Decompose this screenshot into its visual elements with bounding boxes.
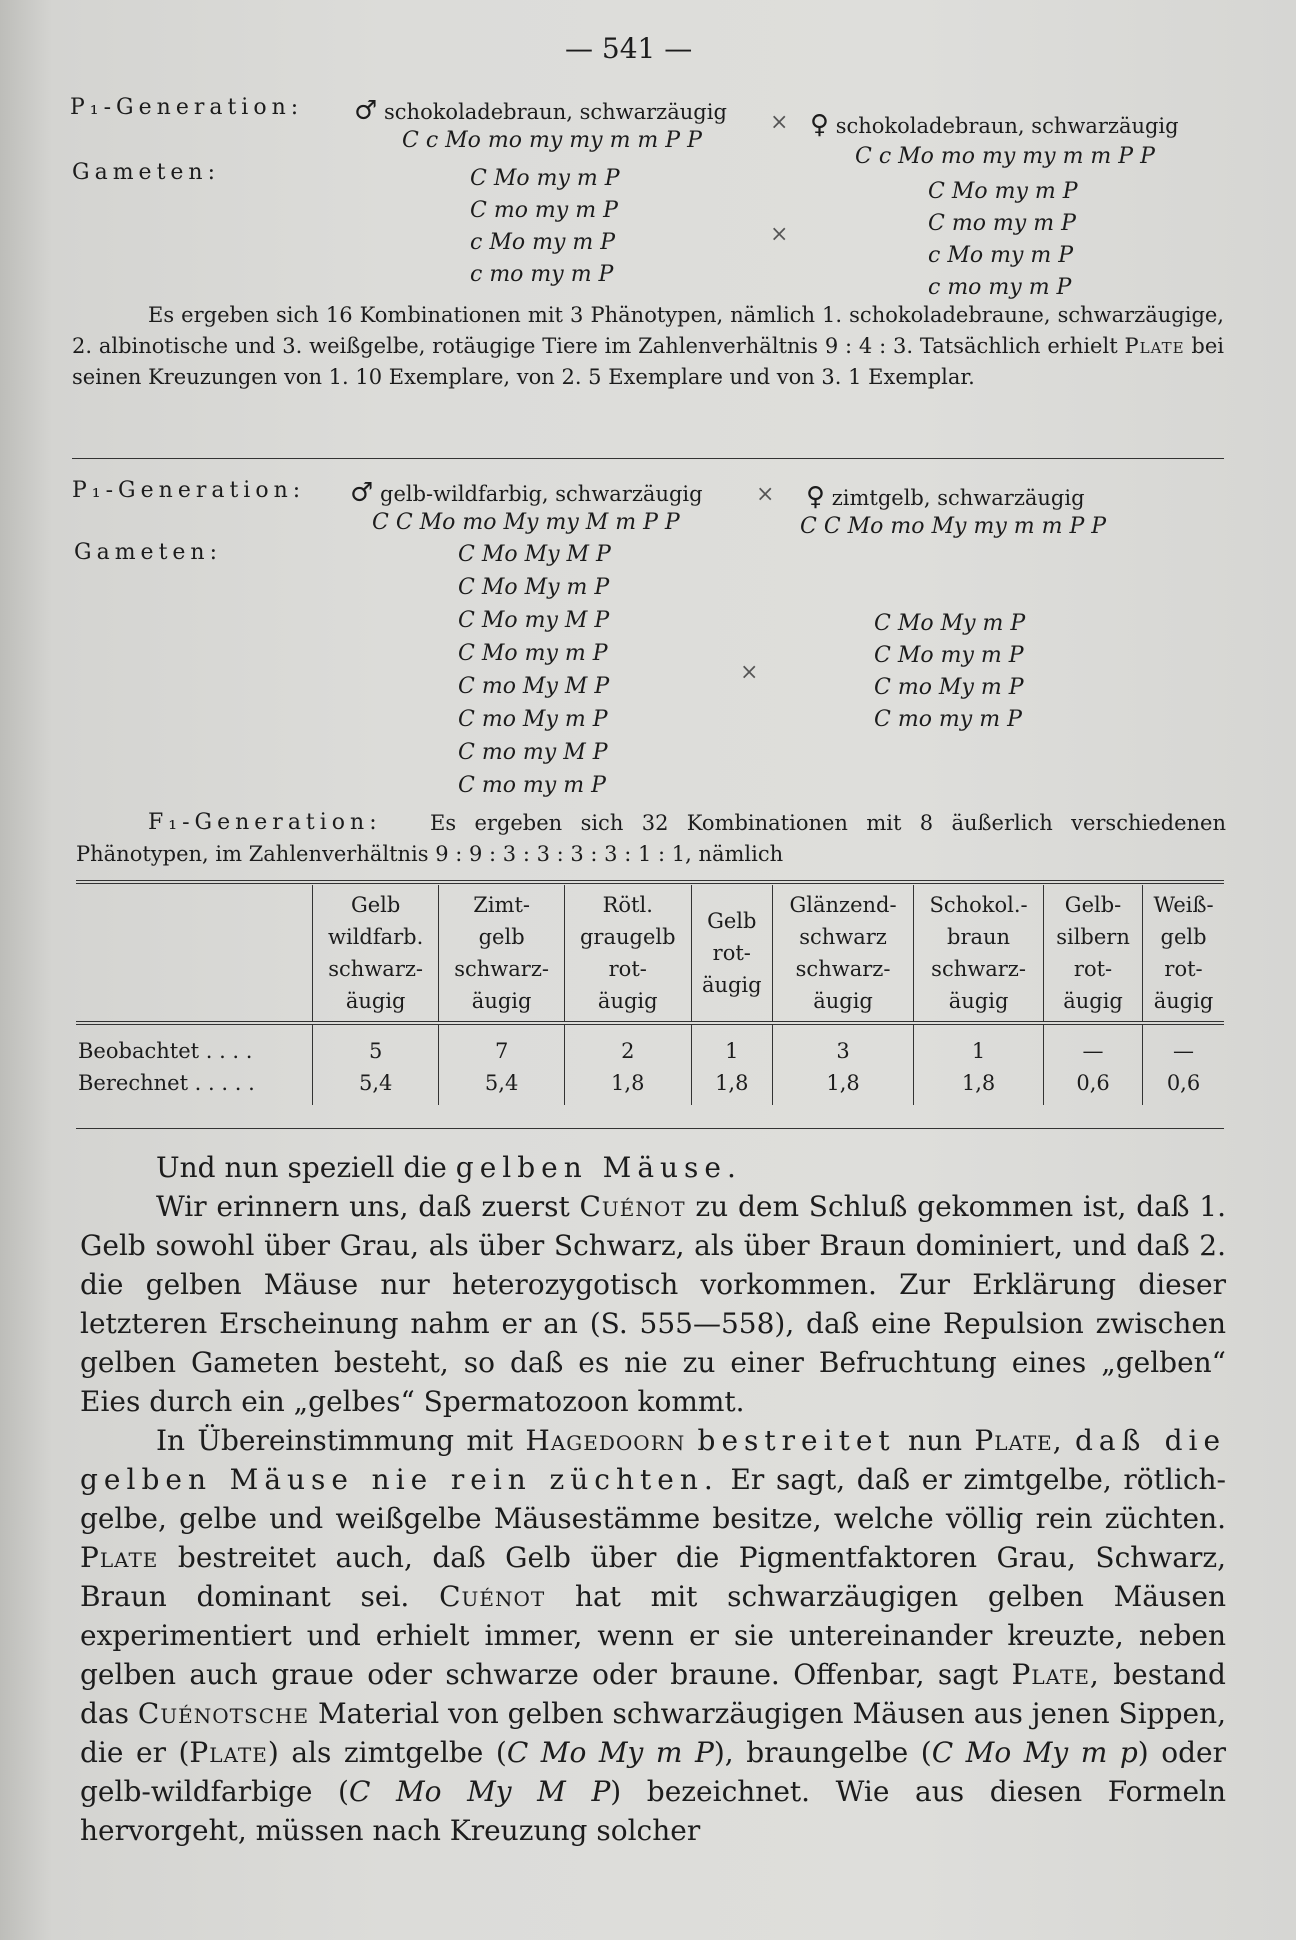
gamete: C Mo My M P: [458, 542, 611, 567]
female-parent: [810, 110, 1179, 140]
table-corner: [76, 885, 313, 1023]
gamete: C mo my m P: [470, 198, 618, 223]
paragraph-text: Es ergeben sich 16 Kombinationen mit 3 Phänotypen, nämlich 1. schokoladebraune, schwarzäugige, 2. albinotische und 3. weißgelbe, rotäugige Tiere im Zahlenverhältnis 9 : 4 : 3. Tatsächlich erhielt: [72, 303, 1224, 358]
female-gametes-list: [874, 608, 1025, 736]
f1-generation-label: F₁-Generation:: [148, 810, 382, 835]
female-description: zimtgelb, schwarzäugig: [831, 486, 1085, 510]
row-label: Berechnet . . . . .: [78, 1071, 255, 1095]
table-cell: —: [1044, 1023, 1143, 1067]
p1-generation-label: P₁-Generation:: [72, 478, 306, 503]
table-cell: 0,6: [1143, 1067, 1224, 1105]
male-genotype: C c Mo mo my my m m P P: [402, 128, 702, 153]
table-header: Gelb- silbern rot- äugig: [1044, 885, 1143, 1023]
table-bottom-rule: [76, 1128, 1224, 1129]
f1-description-line2: Phänotypen, im Zahlenverhältnis 9 : 9 : 3 : 3 : 3 : 3 : 1 : 1, nämlich: [76, 842, 784, 866]
gamete: C Mo My m P: [458, 575, 610, 600]
female-symbol: ♀: [810, 110, 830, 140]
table-cell: 1: [691, 1023, 772, 1067]
page-number: — 541 —: [565, 32, 693, 65]
female-parent: [806, 482, 1085, 512]
male-description: schokoladebraun, schwarzäugig: [384, 100, 727, 124]
table-cell: 3: [772, 1023, 913, 1067]
female-gametes-list: [928, 176, 1078, 304]
male-symbol: ♂: [354, 96, 378, 126]
gamete: C mo my m P: [874, 707, 1022, 732]
paragraph: Und nun speziell die gelben Mäuse.: [156, 1151, 742, 1184]
paragraph-text: bei seinen Kreuzungen von 1. 10 Exemplare, von 2. 5 Exemplare und von 3. 1 Exemplar.: [72, 334, 1224, 389]
table-cell: 1,8: [691, 1067, 772, 1105]
gamete: C mo my m P: [458, 773, 606, 798]
female-genotype: C C Mo mo My my m m P P: [800, 514, 1107, 539]
male-genotype: C C Mo mo My my M m P P: [372, 510, 680, 535]
gamete: C mo My m P: [458, 707, 608, 732]
male-parent: [354, 96, 727, 126]
table-header: Glänzend- schwarz schwarz- äugig: [772, 885, 913, 1023]
table-row-calculated: [76, 1067, 1224, 1105]
gamete: C Mo my m P: [874, 643, 1024, 668]
table-header: Zimt- gelb schwarz- äugig: [439, 885, 565, 1023]
gamete: C Mo my m P: [470, 166, 620, 191]
male-gametes-list: [458, 538, 611, 802]
paragraph: In Übereinstimmung mit Hagedoorn bestreitet nun Plate, daß die gelben Mäuse nie rein züchten. Er sagt, daß er zimtgelbe, rötlich-gelbe, gelbe und weißgelbe Mäusestämme besitze, welche völlig rein züchten. Plate bestreitet auch, daß Gelb über die Pigmentfaktoren Grau, Schwarz, Braun dominant sei. Cuénot hat mit schwarzäugigen gelben Mäusen experimentiert und erhielt immer, wenn er sie untereinander kreuzte, neben gelben auch graue oder schwarze oder braune. Offenbar, sagt Plate, bestand das Cuénotsche Material von gelben schwarzäugigen Mäusen aus jenen Sippen, die er (Plate) als zimtgelbe (C Mo My m P), braungelbe (C Mo My m p) oder gelb-wildfarbige (C Mo My M P) bezeichnet. Wie aus diesen Formeln hervorgeht, müssen nach Kreuzung solcher: [80, 1424, 1227, 1847]
table-row-observed: [76, 1023, 1224, 1067]
table-cell: 1: [914, 1023, 1044, 1067]
gamete: c mo my m P: [470, 262, 614, 287]
table-header: Gelb rot- äugig: [691, 885, 772, 1023]
table-header: Gelb wildfarb. schwarz- äugig: [313, 885, 439, 1023]
table-top-rule: [76, 880, 1224, 884]
gamete: C mo My m P: [874, 675, 1024, 700]
table-cell: 1,8: [564, 1067, 691, 1105]
gamete: C Mo my m P: [458, 641, 608, 666]
gamete: C mo My M P: [458, 674, 610, 699]
gamete: C Mo My m P: [874, 611, 1026, 636]
gamete: c Mo my m P: [470, 230, 616, 255]
table-cell: 1,8: [772, 1067, 913, 1105]
gameten-label: Gameten:: [72, 160, 221, 185]
table-header-row: [76, 885, 1224, 1023]
table-cell: 1,8: [914, 1067, 1044, 1105]
male-description: gelb-wildfarbig, schwarzäugig: [380, 482, 703, 506]
male-gametes-list: [470, 163, 620, 291]
cross-symbol: ×: [770, 110, 789, 135]
table-cell: 5: [313, 1023, 439, 1067]
gamete: C Mo my M P: [458, 608, 610, 633]
table-header: Schokol.- braun schwarz- äugig: [914, 885, 1044, 1023]
female-description: schokoladebraun, schwarzäugig: [835, 114, 1179, 138]
table-cell: 0,6: [1044, 1067, 1143, 1105]
gameten-label: Gameten:: [74, 540, 223, 565]
gamete: c Mo my m P: [928, 243, 1074, 268]
male-symbol: ♂: [350, 478, 374, 508]
gamete: C mo my M P: [458, 740, 608, 765]
phenotype-table: [76, 885, 1224, 1105]
row-label: Beobachtet . . . .: [78, 1039, 253, 1063]
table-cell: 7: [439, 1023, 565, 1067]
cross-symbol: ×: [740, 660, 759, 685]
section-divider: [72, 458, 1224, 459]
paragraph: Wir erinnern uns, daß zuerst Cuénot zu dem Schluß gekommen ist, daß 1. Gelb sowohl über Grau, als über Schwarz, als über Braun dominiert, und daß 2. die gelben Mäuse nur heterozygotisch vorkommen. Zur Erklärung dieser letzteren Erscheinung nahm er an (S. 555—558), daß eine Repulsion zwischen gelben Gameten besteht, so daß es nie zu einer Befruchtung eines „gelben“ Eies durch ein „gelbes“ Spermatozoon kommt.: [80, 1190, 1227, 1418]
cross-symbol: ×: [756, 482, 775, 507]
table-cell: 5,4: [439, 1067, 565, 1105]
gamete: C mo my m P: [928, 211, 1076, 236]
f1-description-line1: Es ergeben sich 32 Kombinationen mit 8 äußerlich verschiedenen: [430, 811, 1226, 835]
table-header: Weiß- gelb rot- äugig: [1143, 885, 1224, 1023]
table-cell: —: [1143, 1023, 1224, 1067]
male-parent: [350, 478, 703, 508]
p1-generation-label: P₁-Generation:: [70, 95, 304, 120]
author-name: Plate: [1124, 334, 1185, 358]
table-header: Rötl. graugelb rot- äugig: [564, 885, 691, 1023]
body-text: [80, 1148, 1226, 1850]
cross-symbol: ×: [770, 222, 789, 247]
gamete: c mo my m P: [928, 275, 1072, 300]
gamete: C Mo my m P: [928, 179, 1078, 204]
female-genotype: C c Mo mo my my m m P P: [855, 144, 1155, 169]
table-cell: 5,4: [313, 1067, 439, 1105]
combinations-paragraph: [72, 300, 1224, 393]
female-symbol: ♀: [806, 482, 826, 512]
table-cell: 2: [564, 1023, 691, 1067]
